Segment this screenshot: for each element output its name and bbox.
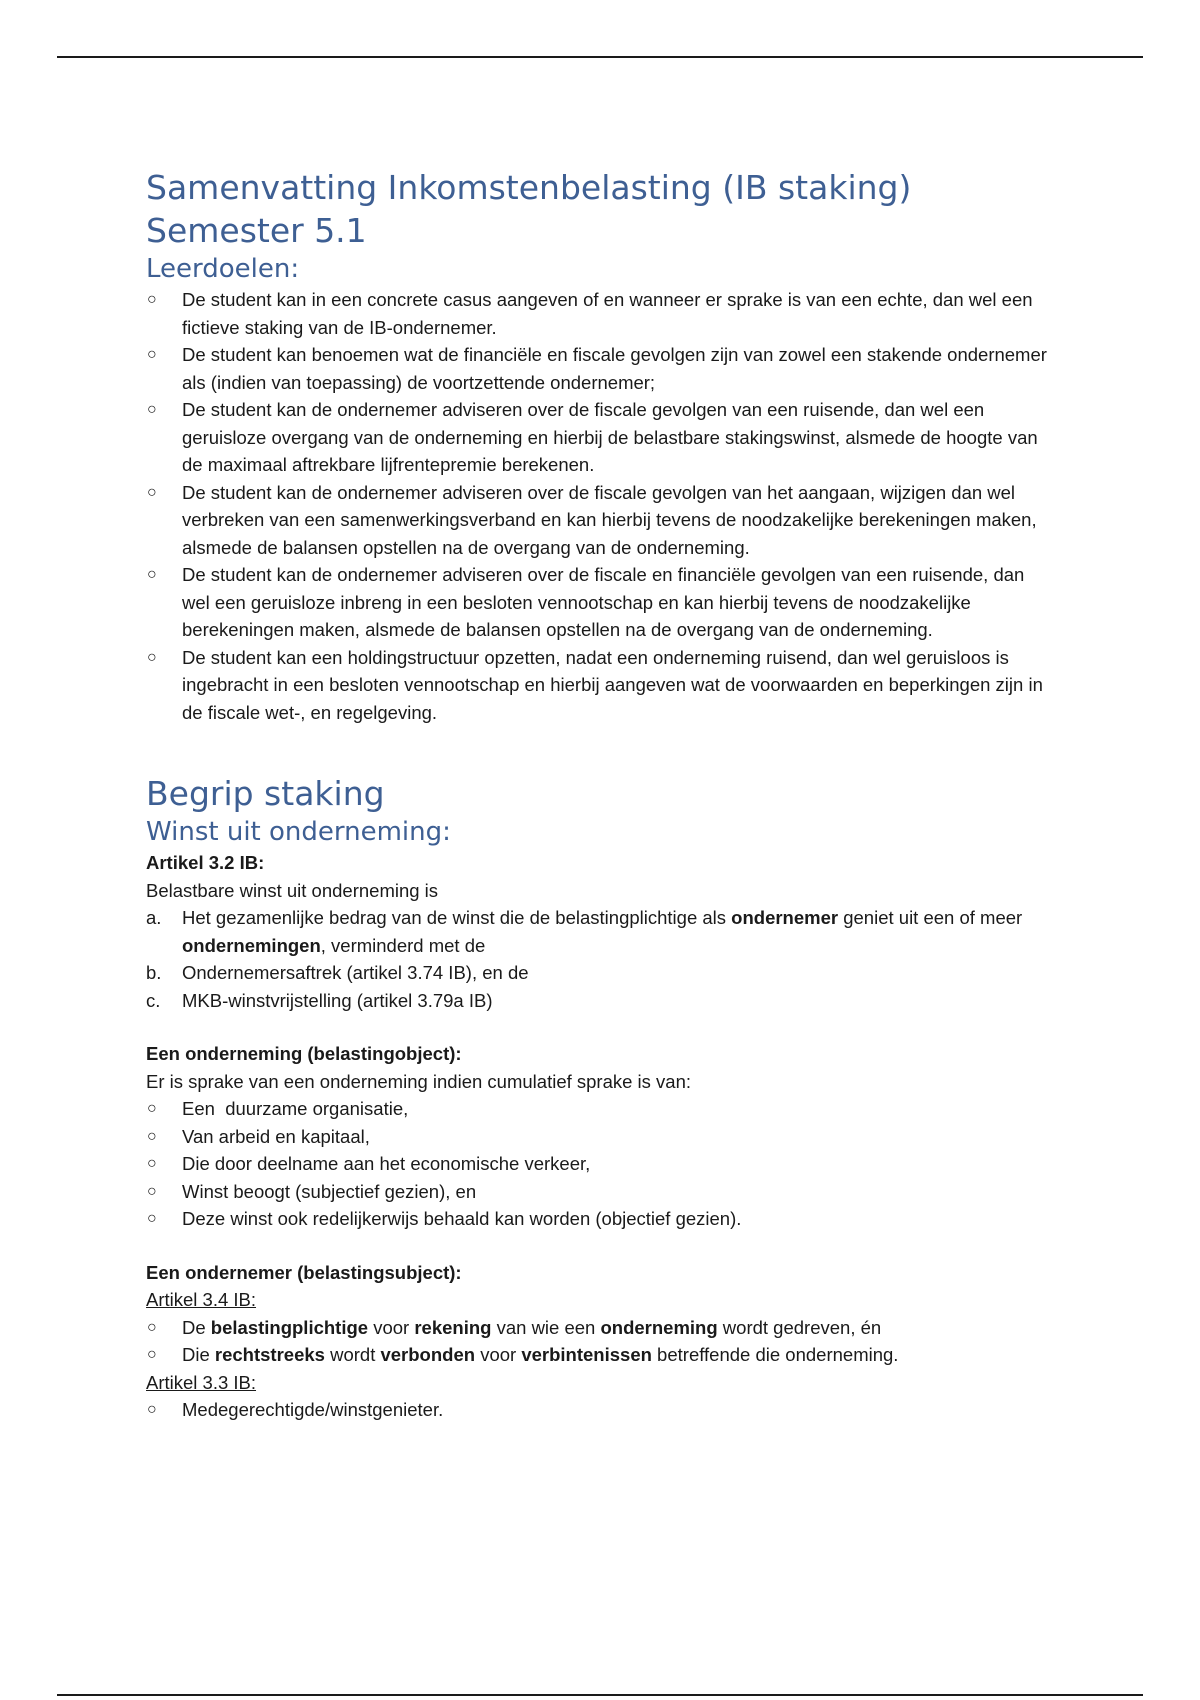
artikel-3-4-label: Artikel 3.4 IB: — [146, 1289, 257, 1310]
circle-bullet-icon: ○ — [147, 566, 157, 583]
circle-bullet-icon: ○ — [147, 648, 157, 666]
document-title: Samenvatting Inkomstenbelasting (IB staking) — [146, 168, 912, 207]
list-item: ○ De student kan een holdingstructuur opzetten, nadat een onderneming ruisend, dan wel geruisloos is ingebracht in een besloten vennootschap en hierbij aangeven wat de voorwaarden en beperkingen zijn in de fiscale wet-, en regelgeving. — [146, 644, 1056, 727]
circle-bullet-icon: ○ — [147, 1182, 157, 1200]
circle-bullet-icon: ○ — [147, 1100, 157, 1117]
ondernemer-heading: Een ondernemer (belastingsubject): — [146, 1261, 462, 1283]
winst-list — [146, 904, 1056, 1014]
circle-bullet-icon: ○ — [147, 483, 157, 501]
list-item: ○ Die rechtstreeks wordt verbonden voor verbintenissen betreffende die onderneming. — [146, 1341, 1056, 1369]
footer-rule — [57, 1694, 1143, 1696]
leerdoelen-list — [146, 286, 1056, 726]
leerdoelen-heading: Leerdoelen: — [146, 254, 300, 284]
list-item: ○ De student kan benoemen wat de financiële en fiscale gevolgen zijn van zowel een stakende ondernemer als (indien van toepassing) de voortzettende ondernemer; — [146, 341, 1056, 396]
circle-bullet-icon: ○ — [147, 1127, 157, 1145]
circle-bullet-icon: ○ — [147, 1210, 157, 1227]
medegerechtigde-list — [146, 1396, 1056, 1424]
circle-bullet-icon: ○ — [147, 291, 157, 308]
onderneming-heading: Een onderneming (belastingobject): — [146, 1043, 462, 1064]
list-item: ○ Die door deelname aan het economische verkeer, — [146, 1150, 1056, 1178]
document-subtitle: Semester 5.1 — [146, 211, 367, 250]
list-item: ○ Deze winst ook redelijkerwijs behaald kan worden (objectief gezien). — [146, 1205, 1056, 1233]
list-item: b. Ondernemersaftrek (artikel 3.74 IB), en de — [146, 962, 529, 983]
list-item: ○ De belastingplichtige voor rekening van wie een onderneming wordt gedreven, én — [146, 1314, 1056, 1342]
circle-bullet-icon: ○ — [147, 1401, 157, 1418]
circle-bullet-icon: ○ — [147, 346, 157, 363]
begrip-staking-heading: Begrip staking — [146, 774, 385, 813]
onderneming-list — [146, 1095, 1056, 1233]
list-item: ○ Winst beoogt (subjectief gezien), en — [146, 1178, 1056, 1206]
list-item: ○ De student kan de ondernemer adviseren over de fiscale gevolgen van het aangaan, wijzigen dan wel verbreken van een samenwerkingsverband en kan hierbij tevens de noodzakelijke berekeningen maken, alsmede de balansen opstellen na de overgang van de onderneming. — [146, 479, 1056, 562]
circle-bullet-icon: ○ — [147, 1318, 157, 1336]
circle-bullet-icon: ○ — [147, 1346, 157, 1363]
list-item: ○ De student kan in een concrete casus aangeven of en wanneer er sprake is van een echte, dan wel een fictieve staking van de IB-ondernemer. — [146, 286, 1056, 341]
list-item: ○ Medegerechtigde/winstgenieter. — [146, 1396, 1056, 1424]
artikel-3-3-label: Artikel 3.3 IB: — [146, 1371, 257, 1393]
circle-bullet-icon: ○ — [147, 401, 157, 418]
list-item: ○ Een duurzame organisatie, — [146, 1095, 1056, 1123]
list-item: ○ Van arbeid en kapitaal, — [146, 1123, 1056, 1151]
document-body — [146, 166, 1056, 1424]
list-item: c. MKB-winstvrijstelling (artikel 3.79a IB) — [146, 989, 493, 1011]
winst-heading: Winst uit onderneming: — [146, 817, 451, 847]
list-item: a. Het gezamenlijke bedrag van de winst die de belastingplichtige als ondernemer geniet uit een of meer ondernemingen, verminderd met de — [146, 907, 1023, 956]
artikel-3-2-label: Artikel 3.2 IB: — [146, 852, 265, 873]
circle-bullet-icon: ○ — [147, 1155, 157, 1172]
ondernemer-list — [146, 1314, 1056, 1369]
list-item: ○ De student kan de ondernemer adviseren over de fiscale gevolgen van een ruisende, dan wel een geruisloze overgang van de onderneming en hierbij de belastbare stakingswinst, alsmede de hoogte van de maximaal aftrekbare lijfrentepremie berekenen. — [146, 396, 1056, 479]
winst-intro: Belastbare winst uit onderneming is — [146, 879, 439, 901]
list-item: ○ De student kan de ondernemer adviseren over de fiscale en financiële gevolgen van een ruisende, dan wel een geruisloze inbreng in een besloten vennootschap en kan hierbij tevens de noodzakelijke berekeningen maken, alsmede de balansen opstellen na de overgang van de onderneming. — [146, 561, 1056, 644]
onderneming-intro: Er is sprake van een onderneming indien cumulatief sprake is van: — [146, 1070, 692, 1092]
header-rule — [57, 56, 1143, 58]
